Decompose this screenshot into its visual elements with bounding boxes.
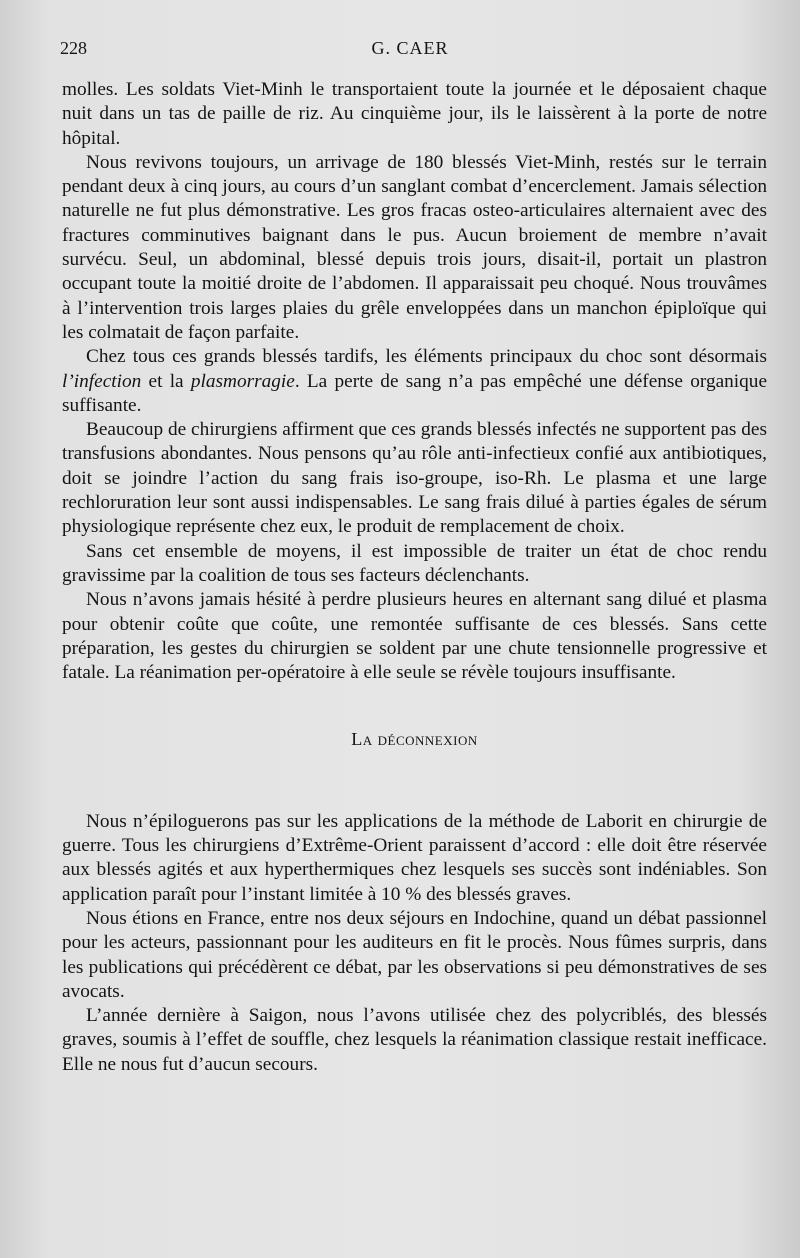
page-end <box>62 1077 767 1078</box>
page-header <box>60 38 760 62</box>
paragraph-infection <box>62 345 767 418</box>
paragraph: Nous n’épiloguerons pas sur les applications de la méthode de Laborit en chirurgie de guerre. Tous les chirurgiens d’Extrême-Orient paraissent d’accord : elle doit être réservée aux blessés agités et aux hyperthermiques chez lesquels ses succès sont indéniables. Son application paraît pour l’instant limitée à 10 % des blessés graves. <box>62 810 767 905</box>
section-title: La déconnexion <box>351 729 478 750</box>
paragraph: Nous revivons toujours, un arrivage de 180 blessés Viet-Minh, restés sur le terrain pendant deux à cinq jours, au cours d’un sanglant combat d’encerclement. Jamais sélection naturelle ne fut plus démonstrative. Les gros fracas osteo-articulaires alternaient avec des fractures comminutives baignant dans le pus. Aucun broiement de membre n’avait survécu. Seul, un abdominal, blessé depuis trois jours, disait-il, portait un plastron occupant toute la moitié droite de l’abdomen. Il apparaissait peu choqué. Nous trouvâmes à l’intervention trois larges plaies du grêle enveloppées dans un manchon épiploïque qui les colmatait de façon parfaite. <box>62 151 767 343</box>
running-head: G. CAER <box>371 38 449 58</box>
paragraph: molles. Les soldats Viet-Minh le transportaient toute la journée et le déposaient chaque nuit dans un tas de paille de riz. Au cinquième jour, ils le laissèrent à la porte de notre hôpital. <box>62 79 767 149</box>
paragraph: Nous n’avons jamais hésité à perdre plusieurs heures en alternant sang dilué et plasma pour obtenir coûte que coûte, une remontée suffisante de ces blessés. Sans cette préparation, les gestes du chirurgien se soldent par une chute tensionnelle progressive et fatale. La réanimation per-opératoire à elle seule se révèle toujours insuffisante. <box>62 589 767 684</box>
paragraph-text: Chez tous ces grands blessés tardifs, les éléments principaux du choc sont désormais <box>86 346 767 368</box>
paragraph: Nous étions en France, entre nos deux séjours en Indochine, quand un débat passionnel pour les acteurs, passionnant pour les auditeurs en fit le procès. Nous fûmes surpris, dans les publications qui précédèrent ce débat, par les observations si peu démonstratives de ses avocats. <box>62 907 767 1002</box>
paragraph-text: . La perte de sang n’a pas empêché une défense organique suffisante. <box>62 370 768 416</box>
page-number: 228 <box>60 38 87 58</box>
italic-term: l’infection <box>62 370 142 392</box>
paragraph: L’année dernière à Saigon, nous l’avons utilisée chez des polycriblés, des blessés graves, soumis à l’effet de souffle, chez lesquels la réanimation classique restait inefficace. Elle ne nous fut d’aucun secours. <box>62 1005 767 1075</box>
paragraph: Beaucoup de chirurgiens affirment que ces grands blessés infectés ne supportent pas des transfusions abondantes. Nous pensons qu’au rôle anti-infectieux confié aux antibiotiques, doit se joindre l’action du sang frais iso-groupe, iso-Rh. Le plasma et une large rechloruration leur sont aussi indispensables. Le sang frais dilué à parties égales de sérum physiologique représente chez eux, le produit de remplacement de choix. <box>62 419 767 538</box>
body-text <box>62 78 767 1078</box>
paragraph-text: et la <box>141 370 191 392</box>
italic-term: plasmorragie <box>190 370 295 392</box>
paragraph: Sans cet ensemble de moyens, il est impossible de traiter un état de choc rendu gravissime par la coalition de tous ses facteurs déclenchants. <box>62 540 767 586</box>
